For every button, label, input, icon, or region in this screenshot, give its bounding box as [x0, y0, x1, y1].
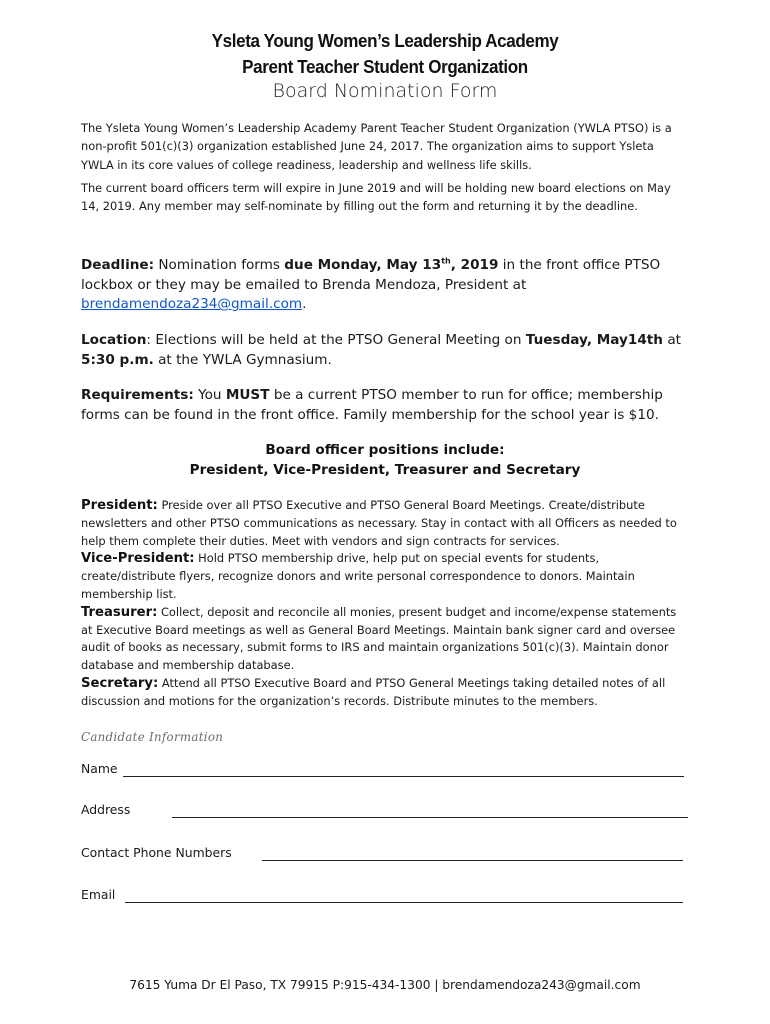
deadline-text: Nomination forms	[154, 257, 285, 273]
requirements-must: MUST	[225, 387, 270, 403]
deadline-section	[81, 256, 681, 315]
role-secretary	[81, 675, 689, 711]
candidate-name-field[interactable]	[81, 759, 691, 779]
requirements-label: Requirements:	[81, 387, 194, 403]
president-email-link[interactable]: brendamendoza234@gmail.com	[81, 296, 303, 313]
phone-fill-line[interactable]	[262, 860, 683, 861]
election-time: 5:30 p.m.	[81, 351, 154, 368]
email-label: Email	[81, 887, 116, 902]
candidate-phone-field[interactable]	[81, 843, 691, 863]
positions-intro: Board officer positions include:	[265, 442, 505, 458]
role-name: President:	[81, 498, 158, 513]
role-vice-president	[81, 550, 689, 603]
candidate-address-field[interactable]	[81, 800, 691, 820]
name-label: Name	[81, 761, 118, 776]
role-description: Hold PTSO membership drive, help put on special events for students, create/distribute flyers, recognize donors and write personal correspondence to donors. Maintain membership list.	[81, 551, 635, 601]
deadline-label: Deadline:	[81, 257, 155, 273]
role-description: Attend all PTSO Executive Board and PTSO General Meetings taking detailed notes of all discussion and motions for the organization’s records. Distribute minutes to the members.	[81, 675, 666, 708]
location-venue: at the YWLA Gymnasium.	[153, 351, 332, 368]
role-treasurer	[81, 604, 689, 675]
deadline-due-year: , 2019	[450, 257, 499, 273]
deadline-due-day: due Monday, May 13	[284, 257, 442, 273]
location-text-at: at	[663, 332, 681, 348]
candidate-information-heading: Candidate Information	[81, 730, 224, 744]
intro-paragraph-organization: The Ysleta Young Women’s Leadership Academy Parent Teacher Student Organization (YWLA PTSO) is a non-profit 501(c)(3) organization established June 24, 2017. The organization aims to support Ysleta YWLA in its core values of college readiness, leadership and wellness life skills.	[81, 121, 672, 172]
deadline-due-date	[284, 257, 498, 273]
positions-list: President, Vice-President, Treasurer and Secretary	[189, 462, 581, 478]
role-name: Treasurer:	[81, 604, 158, 620]
role-name: Vice-President:	[81, 551, 195, 567]
contact-footer: 7615 Yuma Dr El Paso, TX 79915 P:915-434-1300 | brendamendoza243@gmail.com	[129, 978, 641, 992]
role-name: Secretary:	[81, 675, 159, 691]
phone-label: Contact Phone Numbers	[81, 845, 232, 860]
name-fill-line[interactable]	[123, 776, 684, 777]
location-text: : Elections will be held at the PTSO General Meeting on	[146, 332, 526, 348]
requirements-text: be a current PTSO member to run for office; membership forms can be found in the front office. Family membership for the school year is $10.	[81, 387, 663, 423]
email-fill-line[interactable]	[125, 902, 683, 903]
role-president	[81, 497, 689, 550]
deadline-end: .	[302, 296, 307, 313]
requirements-text-you: You	[193, 387, 226, 403]
deadline-instructions: in the front office PTSO lockbox or they may be emailed to Brenda Mendoza, President at	[81, 257, 661, 293]
candidate-email-field[interactable]	[81, 885, 691, 905]
form-title: Board Nomination Form	[272, 80, 498, 102]
election-date: Tuesday, May14th	[525, 332, 663, 348]
intro-paragraph-elections: The current board officers term will expire in June 2019 and will be holding new board elections on May 14, 2019. Any member may self-nominate by filling out the form and returning it by the deadline.	[81, 181, 671, 214]
positions-heading	[0, 440, 770, 480]
organization-name-heading: Parent Teacher Student Organization	[242, 56, 528, 77]
role-description: Preside over all PTSO Executive and PTSO General Board Meetings. Create/distribute newsletters and other PTSO communications as necessary. Stay in contact with all Officers as needed to help them complete their duties. Meet with vendors and sign contracts for services.	[81, 498, 677, 548]
deadline-due-suffix: th	[441, 256, 451, 266]
school-name-heading: Ysleta Young Women’s Leadership Academy	[211, 30, 559, 51]
requirements-section	[81, 386, 681, 425]
role-description: Collect, deposit and reconcile all monies, present budget and income/expense statements at Executive Board meetings as well as General Board Meetings. Maintain bank signer card and oversee audit of books as necessary, submit forms to IRS and maintain organizations 501(c)(3). Maintain donor database and membership database.	[81, 604, 677, 673]
officer-roles	[81, 497, 689, 711]
address-fill-line[interactable]	[172, 817, 688, 818]
address-label: Address	[81, 802, 131, 817]
location-section	[81, 331, 681, 370]
location-label: Location	[81, 332, 147, 348]
